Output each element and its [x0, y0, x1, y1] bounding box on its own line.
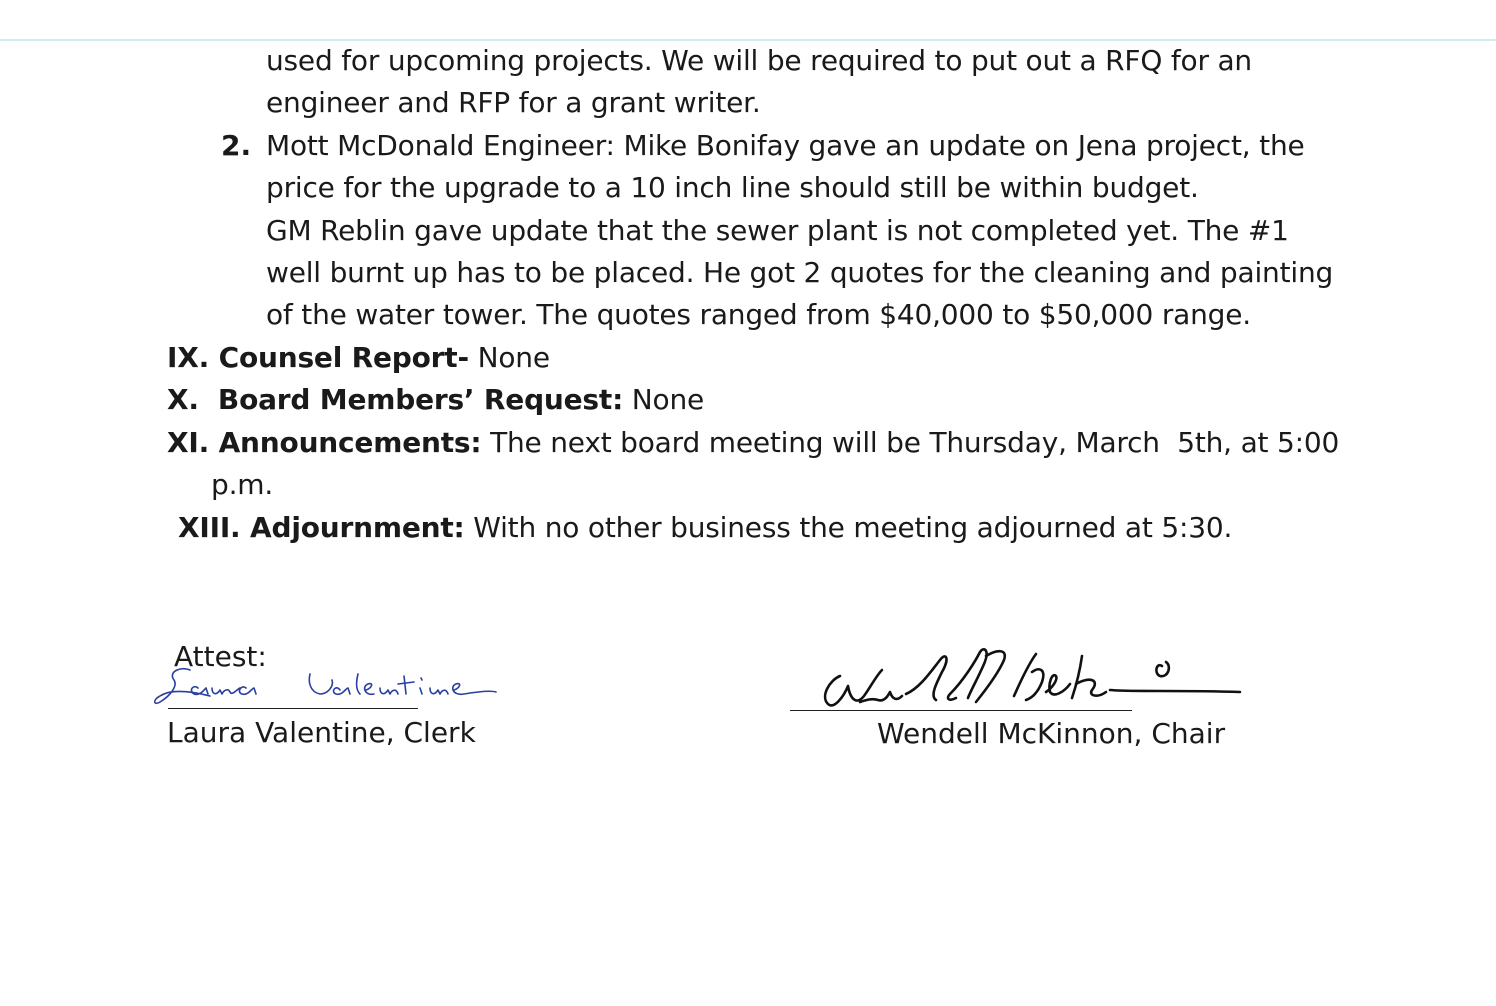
section-body: The next board meeting will be Thursday, March 5th, at 5:00 [481, 426, 1340, 459]
continuation-line-1: used for upcoming projects. We will be required to put out a RFQ for an [266, 44, 1252, 77]
item-2-number: 2. [221, 129, 252, 162]
section-heading: IX. Counsel Report- [167, 341, 469, 374]
section-body: With no other business the meeting adjourned at 5:30. [464, 511, 1233, 544]
clerk-name-title: Laura Valentine, Clerk [167, 716, 476, 749]
section-body: None [468, 341, 550, 374]
item-2-line-1: Mott McDonald Engineer: Mike Bonifay gave an update on Jena project, the [266, 129, 1305, 162]
item-2-line-3: GM Reblin gave update that the sewer plant is not completed yet. The #1 [266, 214, 1289, 247]
announcements-continuation: p.m. [211, 468, 274, 501]
attest-label: Attest: [174, 640, 267, 673]
section-heading: XI. Announcements: [167, 426, 482, 459]
chair-signature-line [790, 710, 1132, 711]
section-announcements [167, 422, 1339, 464]
continuation-line-2: engineer and RFP for a grant writer. [266, 86, 761, 119]
chair-handwritten-signature [800, 640, 1260, 720]
chair-name-title: Wendell McKinnon, Chair [877, 717, 1226, 750]
section-body: None [623, 383, 705, 416]
item-2-line-4: well burnt up has to be placed. He got 2 quotes for the cleaning and painting [266, 256, 1334, 289]
section-heading: XIII. Adjournment: [178, 511, 465, 544]
item-2-line-5: of the water tower. The quotes ranged from $40,000 to $50,000 range. [266, 298, 1251, 331]
section-adjournment [178, 507, 1232, 549]
item-2-line-2: price for the upgrade to a 10 inch line should still be within budget. [266, 171, 1199, 204]
clerk-handwritten-signature [150, 662, 510, 714]
section-board-members-request [167, 379, 704, 421]
section-heading: X. Board Members’ Request: [167, 383, 624, 416]
section-counsel-report [167, 337, 550, 379]
clerk-signature-line [168, 708, 418, 709]
